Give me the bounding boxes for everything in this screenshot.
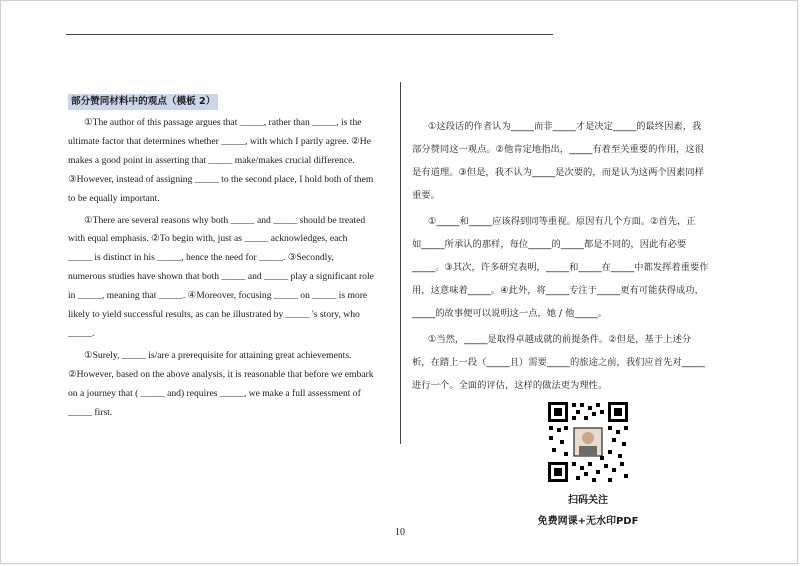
text-line: 析，在踏上一段（_____且）需要_____的旅途之前，我们应首先对_____ [412,357,705,368]
text-line: ①The author of this passage argues that _____, rather than _____, is the [84,117,362,128]
qr-code [546,400,630,484]
qr-caption [500,490,676,532]
column-divider [400,82,401,444]
chinese-column [412,115,732,397]
text-line: ①当然，_____是取得卓越成就的前提条件。②但是，基于上述分 [428,334,692,345]
text-line: _____. [68,327,95,339]
text-line: 重要。 [412,190,440,201]
text-line: 部分赞同这一观点。②他肯定地指出，_____有着至关重要的作用，这很 [412,144,704,155]
text-line: with equal emphasis. ②To begin with, just as _____ acknowledges, each [68,233,348,245]
english-column [68,93,384,423]
section-heading: 部分赞同材料中的观点（模板 2） [68,94,218,110]
qr-caption-line: 扫码关注 [568,495,608,506]
header-rule [66,34,553,35]
text-line: numerous studies have shown that both _____ and _____ play a significant role [68,271,374,283]
text-line: 用，这意味着_____。④此外，将_____专注于_____更有可能获得成功， [412,285,704,296]
text-line: makes a good point in asserting that _____ make/makes crucial difference. [68,154,355,166]
text-line: ultimate factor that determines whether _____, with which I partly agree. ②He [68,135,371,147]
chinese-paragraph-3 [412,328,732,397]
text-line: _____。③其次，许多研究表明，_____和_____在_____中都发挥着重要作 [412,262,709,273]
text-line: to be equally important. [68,192,160,204]
english-paragraph-1 [68,114,384,209]
text-line: _____的故事便可以说明这一点，她 / 他_____。 [412,308,607,319]
text-line: ①这段话的作者认为_____而非_____才是决定_____的最终因素，我 [428,121,702,132]
qr-code-icon [546,400,630,484]
text-line: 如_____所承认的那样，每位_____的_____都是不同的，因此有必要 [412,239,687,250]
text-line: _____ first. [68,406,113,418]
page-number: 10 [395,527,405,538]
text-line: _____ is distinct in his _____, hence the need for _____. ③Secondly, [68,252,334,264]
text-line: ①_____和_____应该得到同等重视。原因有几个方面。②首先，正 [428,216,696,227]
text-line: ③However, instead of assigning _____ to the second place, I hold both of them [68,173,374,185]
text-line: in _____, meaning that _____. ④Moreover, focusing _____ on _____ is more [68,290,368,302]
text-line: ②However, based on the above analysis, it is reasonable that before we embark [68,368,374,380]
chinese-paragraph-2 [412,210,732,325]
text-line: likely to yield successful results, as can be illustrated by _____ 's story, who [68,309,360,321]
text-line: on a journey that ( _____ and) requires _____, we make a full assessment of [68,387,361,399]
chinese-paragraph-1 [412,115,732,207]
qr-caption-line: 免费网课+无水印PDF [537,516,639,527]
english-paragraph-3 [68,347,384,423]
text-line: 是有道理。③但是，我不认为_____是次要的，而是认为这两个因素同样 [412,167,704,178]
text-line: ①Surely, _____ is/are a prerequisite for attaining great achievements. [84,349,352,361]
text-line: ①There are several reasons why both _____ and _____ should be treated [84,214,366,226]
text-line: 进行一个。全面的评估，这样的做法更为理性。 [412,380,608,391]
english-paragraph-2 [68,212,384,344]
